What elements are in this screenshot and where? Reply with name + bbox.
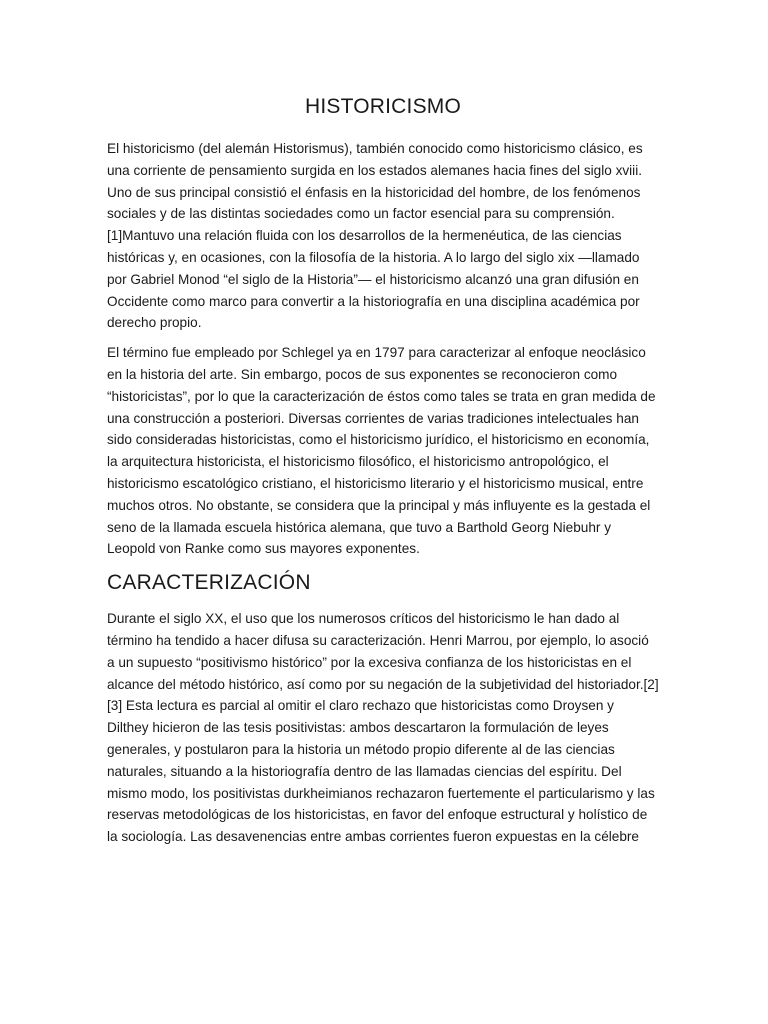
paragraph-intro: El historicismo (del alemán Historismus), también conocido como historicismo clásico, es una corriente de pensamiento surgida en los estados alemanes hacia fines del siglo xviii. Uno de sus principal consistió el énfasis en la historicidad del hombre, de los fenómenos sociales y de las distintas sociedades como un factor esencial para su comprensión.[1]Mantuvo una relación fluida con los desarrollos de la hermenéutica, de las ciencias históricas y, en ocasiones, con la filosofía de la historia. A lo largo del siglo xix —llamado por Gabriel Monod “el siglo de la Historia”— el historicismo alcanzó una gran difusión en Occidente como marco para convertir a la historiografía en una disciplina académica por derecho propio. — [107, 141, 643, 331]
section-heading-caracterizacion: CARACTERIZACIÓN — [107, 571, 311, 595]
document-title: HISTORICISMO — [304, 95, 462, 118]
document-page — [107, 92, 659, 856]
paragraph-caracterizacion: Durante el siglo XX, el uso que los numerosos críticos del historicismo le han dado al término ha tendido a hacer difusa su caracterización. Henri Marrou, por ejemplo, lo asoció a un supuesto “positivismo histórico” por la excesiva confianza de los historicistas en el alcance del método histórico, así como por su negación de la subjetividad del historiador.[2][3] Esta lectura es parcial al omitir el claro rechazo que historicistas como Droysen y Dilthey hicieron de las tesis positivistas: ambos descartaron la formulación de leyes generales, y postularon para la historia un método propio diferente al de las ciencias naturales, situando a la historiografía dentro de las llamadas ciencias del espíritu. Del mismo modo, los positivistas durkheimianos rechazaron fuertemente el particularismo y las reservas metodológicas de los historicistas, en favor del enfoque estructural y holístico de la sociología. Las desavenencias entre ambas corrientes fueron expuestas en la célebre — [107, 611, 659, 845]
paragraph-term-origin: El término fue empleado por Schlegel ya en 1797 para caracterizar al enfoque neoclásico en la historia del arte. Sin embargo, pocos de sus exponentes se reconocieron como “historicistas”, por lo que la caracterización de éstos como tales se trata en gran medida de una construcción a posteriori. Diversas corrientes de varias tradiciones intelectuales han sido consideradas historicistas, como el historicismo jurídico, el historicismo en economía, la arquitectura historicista, el historicismo filosófico, el historicismo antropológico, el historicismo escatológico cristiano, el historicismo literario y el historicismo musical, entre muchos otros. No obstante, se considera que la principal y más influyente es la gestada el seno de la llamada escuela histórica alemana, que tuvo a Barthold Georg Niebuhr y Leopold von Ranke como sus mayores exponentes. — [107, 345, 656, 557]
